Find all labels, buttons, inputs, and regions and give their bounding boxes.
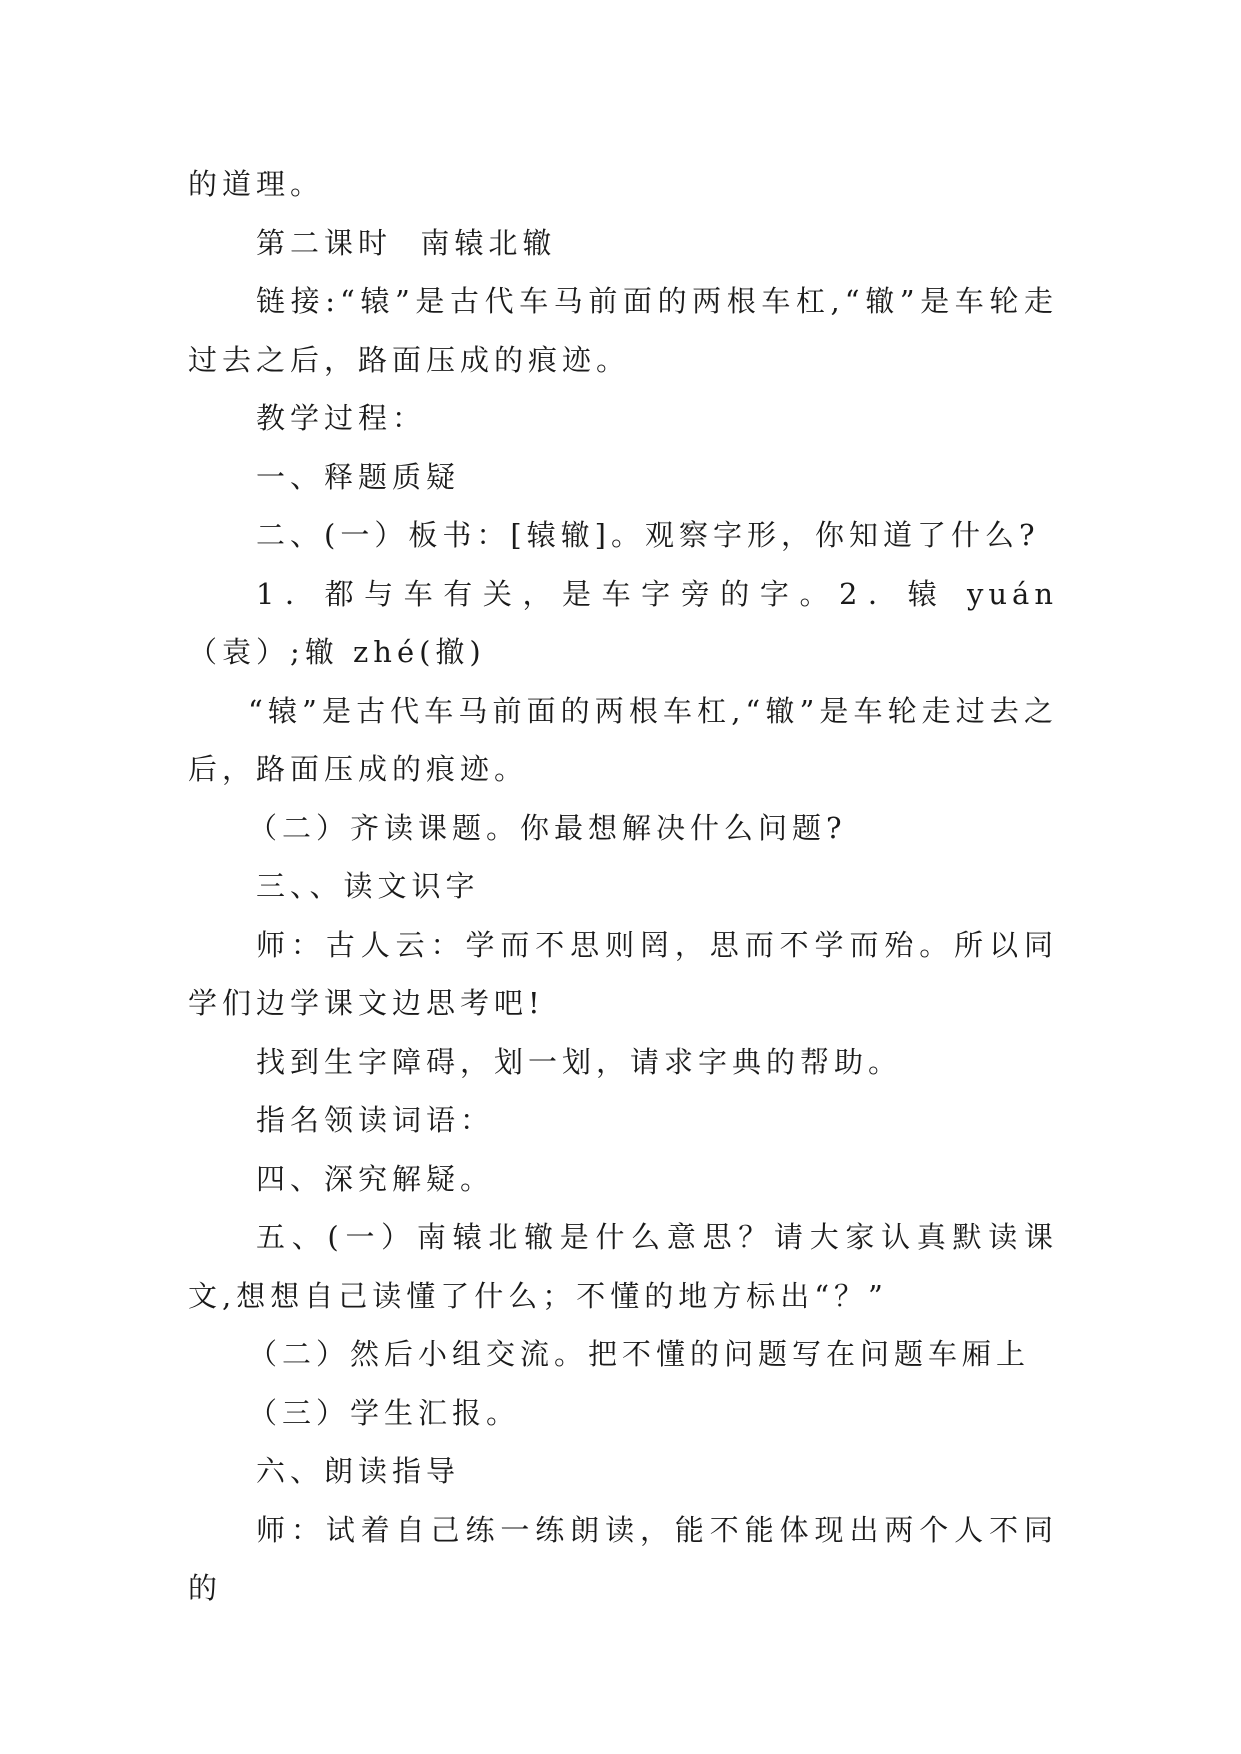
paragraph: 师：试着自己练一练朗读，能不能体现出两个人不同的	[188, 1512, 1058, 1605]
document-body	[188, 155, 1058, 1618]
section-heading: 教学过程：	[256, 401, 427, 435]
paragraph: 五、(一）南辕北辙是什么意思？请大家认真默读课文,想想自己读懂了什么；不懂的地方标出“？”	[188, 1220, 1058, 1313]
paragraph: 二、(一）板书：[辕辙]。观察字形，你知道了什么?	[256, 518, 1040, 552]
paragraph: 找到生字障碍，划一划，请求字典的帮助。	[256, 1044, 903, 1079]
section-heading: 四、深究解疑。	[256, 1161, 495, 1196]
paragraph: 指名领读词语：	[256, 1103, 495, 1137]
lesson-heading: 第二课时 南辕北辙	[256, 225, 557, 260]
paragraph: （二）然后小组交流。把不懂的问题写在问题车厢上	[248, 1337, 1031, 1371]
paragraph: （二）齐读课题。你最想解决什么问题?	[248, 810, 847, 845]
section-heading: 三、、读文识字	[256, 869, 480, 903]
section-heading: 一、释题质疑	[256, 459, 461, 494]
paragraph: “辕”是古代车马前面的两根车杠,“辙”是车轮走过去之后，路面压成的痕迹。	[188, 693, 1058, 786]
section-heading: 六、朗读指导	[256, 1454, 461, 1488]
paragraph: 师：古人云：学而不思则罔，思而不学而殆。所以同学们边学课文边思考吧!	[188, 927, 1058, 1020]
paragraph: 的道理。	[188, 167, 325, 201]
paragraph: 1．都与车有关，是车字旁的字。2．辕 yuán（袁）;辙 zhé(撤)	[188, 576, 1058, 669]
paragraph: （三）学生汇报。	[248, 1395, 521, 1430]
paragraph: 链接:“辕”是古代车马前面的两根车杠,“辙”是车轮走过去之后，路面压成的痕迹。	[188, 284, 1058, 377]
